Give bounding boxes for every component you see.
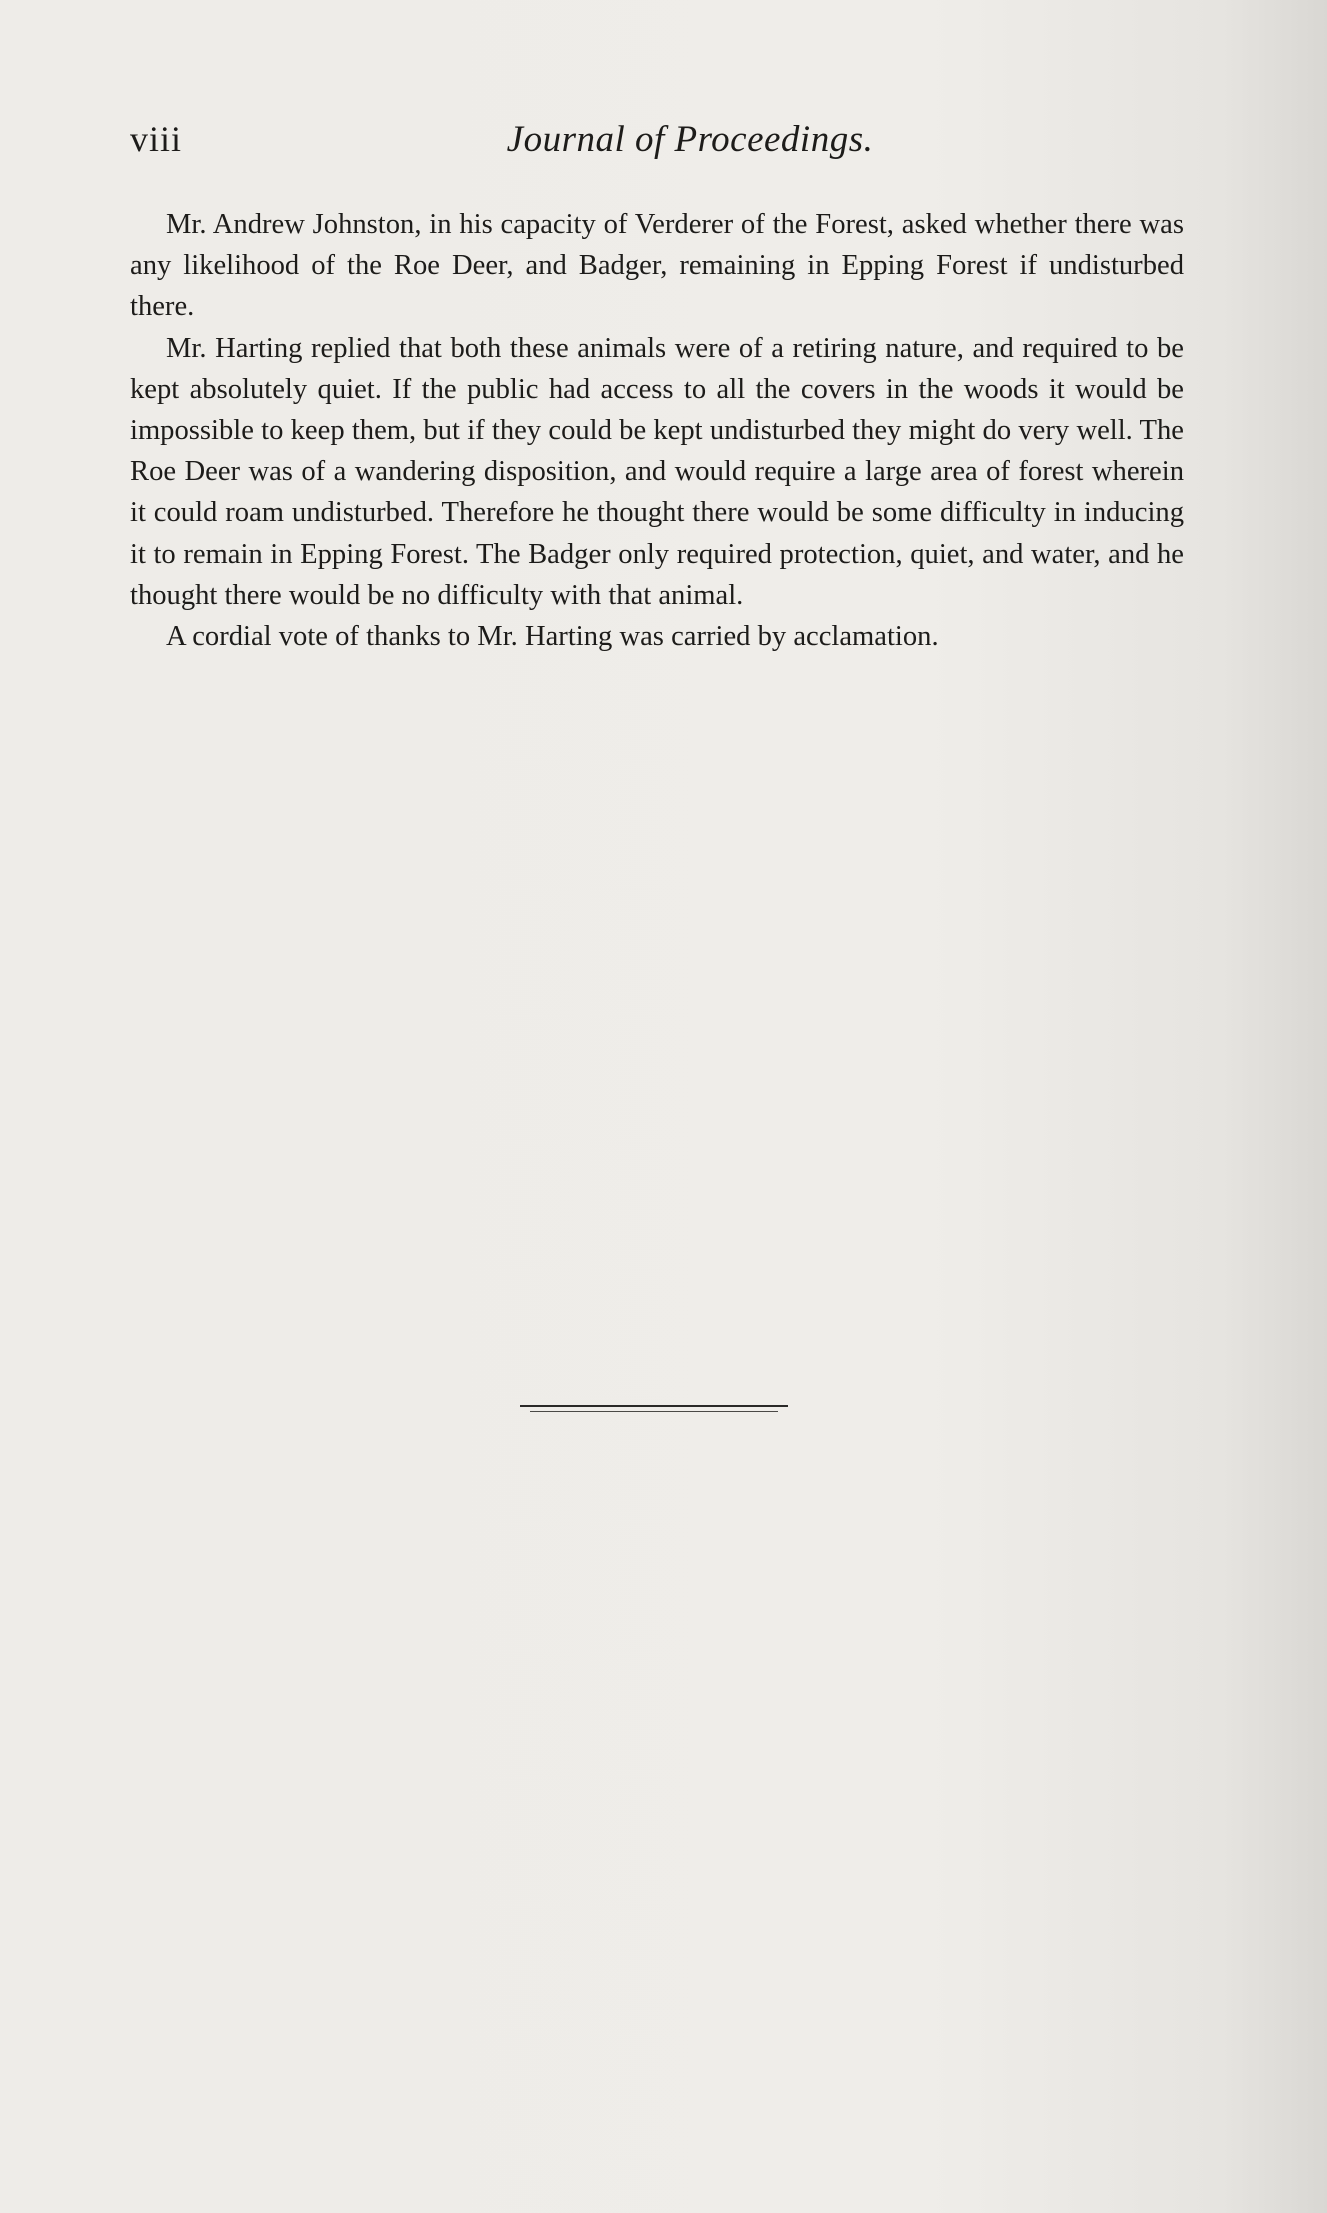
- paragraph-johnston-question: Mr. Andrew Johnston, in his capacity of Verderer of the Forest, asked whether there was any likelihood of the Roe Deer, and Badger, remaining in Epping Forest if undisturbed there.: [130, 209, 1184, 323]
- running-title: Journal of Proceedings.: [506, 119, 874, 160]
- section-divider-rule: [520, 1405, 788, 1407]
- paragraph-harting-reply: Mr. Harting replied that both these animals were of a retiring nature, and required to be kept absolutely quiet. If the public had access to all the covers in the woods it would be impossible to keep them, but if they could be kept undisturbed they might do very well. The Roe Deer was of a wandering disposition, and would require a large area of forest wherein it could roam undisturbed. Therefore he thought there would be some difficulty in inducing it to remain in Epping Forest. The Badger only required protection, quiet, and water, and he thought there would be no difficulty with that animal.: [130, 332, 1184, 611]
- page-number: viii: [130, 119, 183, 159]
- page-header: [130, 118, 1190, 178]
- section-divider-rule-secondary: [530, 1411, 778, 1412]
- body-text: [130, 204, 1184, 657]
- paragraph-vote-of-thanks: A cordial vote of thanks to Mr. Harting was carried by acclamation.: [166, 621, 939, 653]
- bleed-through-text: [130, 745, 1184, 783]
